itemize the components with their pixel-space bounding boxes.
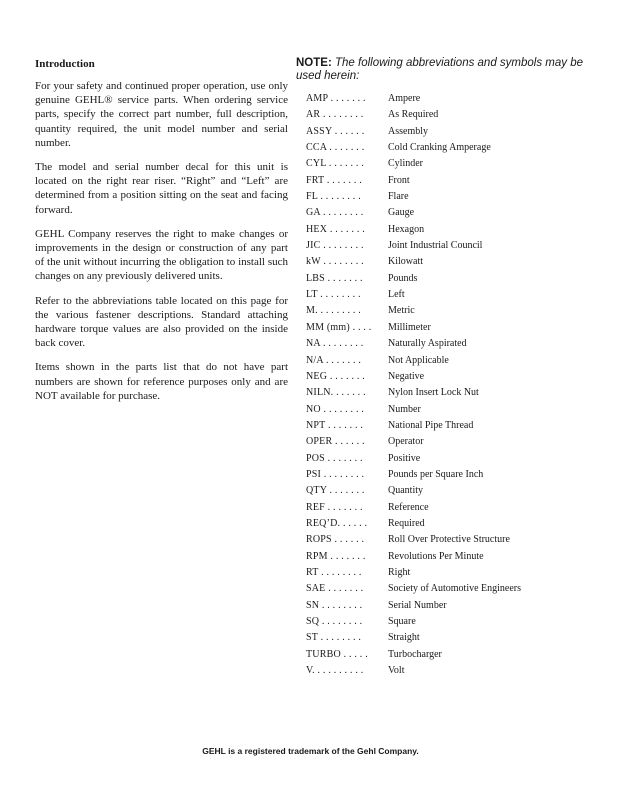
abbreviation-key: RPM . . . . . . . bbox=[306, 550, 366, 562]
abbreviation-row bbox=[306, 500, 596, 516]
abbreviation-definition: Serial Number bbox=[388, 599, 447, 611]
abbreviation-row bbox=[306, 532, 596, 548]
abbreviation-key: ROPS . . . . . . bbox=[306, 534, 365, 546]
abbreviation-key: AMP . . . . . . . bbox=[306, 93, 366, 104]
abbreviation-row bbox=[306, 205, 596, 221]
abbreviation-row bbox=[306, 516, 596, 532]
abbreviation-definition: Number bbox=[388, 403, 421, 415]
abbreviation-key: CYL . . . . . . . bbox=[306, 158, 365, 170]
abbreviation-row bbox=[306, 369, 596, 385]
abbreviation-row bbox=[306, 418, 596, 434]
abbreviation-key: FL . . . . . . . . bbox=[306, 191, 361, 203]
abbreviation-key: SQ . . . . . . . . bbox=[306, 616, 363, 627]
intro-paragraph-reference-items: Items shown in the parts list that do not have part numbers are shown for reference purposes only and are NOT available for purchase. bbox=[35, 361, 288, 402]
abbreviation-key: REQ’D. . . . . . bbox=[306, 517, 368, 529]
abbreviation-key: N/A . . . . . . . bbox=[306, 354, 362, 366]
abbreviation-definition: Turbocharger bbox=[388, 648, 442, 660]
abbreviation-definition: Right bbox=[388, 566, 411, 578]
abbreviation-definition: Assembly bbox=[388, 125, 428, 137]
abbreviation-key: HEX . . . . . . . bbox=[306, 223, 365, 235]
abbreviation-row bbox=[306, 287, 596, 303]
introduction-title: Introduction bbox=[35, 58, 95, 70]
abbreviation-row bbox=[306, 124, 596, 140]
abbreviation-key: LT . . . . . . . . bbox=[306, 289, 361, 301]
abbreviation-definition: Naturally Aspirated bbox=[388, 338, 467, 350]
abbreviation-definition: Positive bbox=[388, 452, 421, 464]
abbreviations-section bbox=[296, 57, 596, 679]
abbreviation-definition: Required bbox=[388, 517, 425, 529]
note-label: NOTE: bbox=[296, 57, 332, 69]
abbreviation-key: V. . . . . . . . . . bbox=[306, 665, 364, 677]
intro-paragraph-parts: For your safety and continued proper operation, use only genuine GEHL® service parts. When ordering service parts, specify the correct part number, full description, quantity required, the unit model number and serial number. bbox=[35, 80, 288, 149]
abbreviation-key: RT . . . . . . . . bbox=[306, 566, 362, 578]
abbreviation-key: SN . . . . . . . . bbox=[306, 599, 363, 611]
abbreviations-list bbox=[306, 91, 596, 679]
abbreviation-row bbox=[306, 385, 596, 401]
abbreviation-definition: Flare bbox=[388, 191, 409, 203]
trademark-footer: GEHL is a registered trademark of the Gehl Company. bbox=[202, 746, 419, 756]
abbreviation-key: AR . . . . . . . . bbox=[306, 109, 364, 121]
abbreviation-row bbox=[306, 254, 596, 270]
abbreviation-row bbox=[306, 549, 596, 565]
abbreviation-row bbox=[306, 434, 596, 450]
abbreviation-definition: Kilowatt bbox=[388, 256, 423, 268]
abbreviation-definition: Metric bbox=[388, 305, 415, 317]
abbreviation-definition: Society of Automotive Engineers bbox=[388, 583, 522, 595]
abbreviation-key: LBS . . . . . . . bbox=[306, 272, 363, 284]
introduction-section bbox=[35, 57, 288, 413]
abbreviation-definition: Not Applicable bbox=[388, 354, 449, 366]
abbreviation-key: NPT . . . . . . . bbox=[306, 419, 364, 431]
abbreviation-definition: Front bbox=[388, 174, 410, 186]
abbreviation-row bbox=[306, 189, 596, 205]
abbreviation-definition: Roll Over Protective Structure bbox=[388, 534, 510, 546]
abbreviation-row bbox=[306, 320, 596, 336]
abbreviation-key: SAE . . . . . . . bbox=[306, 583, 364, 595]
abbreviation-row bbox=[306, 614, 596, 630]
abbreviation-key: REF . . . . . . . bbox=[306, 501, 363, 513]
abbreviation-row bbox=[306, 402, 596, 418]
note-text: The following abbreviations and symbols may be used herein: bbox=[296, 57, 584, 82]
abbreviation-key: ASSY . . . . . . bbox=[306, 125, 365, 137]
abbreviation-row bbox=[306, 663, 596, 679]
abbreviation-row bbox=[306, 598, 596, 614]
abbreviation-definition: National Pipe Thread bbox=[388, 419, 474, 431]
abbreviation-definition: Hexagon bbox=[388, 223, 425, 235]
abbreviation-row bbox=[306, 451, 596, 467]
abbreviation-key: FRT . . . . . . . bbox=[306, 174, 362, 186]
abbreviation-key: OPER . . . . . . bbox=[306, 436, 365, 448]
intro-paragraph-changes: GEHL Company reserves the right to make changes or improvements in the design or construction of any part of the unit without incurring the obligation to install such changes on any previously delivered units. bbox=[35, 227, 288, 283]
abbreviation-row bbox=[306, 271, 596, 287]
abbreviation-definition: Straight bbox=[388, 632, 420, 644]
abbreviation-row bbox=[306, 483, 596, 499]
abbreviation-key: CCA . . . . . . . bbox=[306, 142, 365, 154]
abbreviation-key: QTY . . . . . . . bbox=[306, 485, 365, 497]
abbreviation-row bbox=[306, 565, 596, 581]
intro-paragraph-abbreviations: Refer to the abbreviations table located on this page for the various fastener descriptions. Standard attaching hardware torque values are also provided on the inside back cover. bbox=[35, 294, 288, 350]
abbreviation-definition: As Required bbox=[388, 109, 439, 121]
abbreviation-definition: Ampere bbox=[388, 93, 421, 104]
abbreviation-row bbox=[306, 467, 596, 483]
abbreviation-row bbox=[306, 222, 596, 238]
intro-paragraph-serial-decal: The model and serial number decal for this unit is located on the right rear riser. “Right” and “Left” are determined from a position sitting on the seat and facing forward. bbox=[35, 161, 288, 216]
abbreviation-definition: Pounds bbox=[388, 272, 418, 284]
abbreviation-row bbox=[306, 156, 596, 172]
note-heading bbox=[296, 57, 596, 83]
abbreviation-definition: Cold Cranking Amperage bbox=[388, 142, 491, 154]
abbreviation-key: NILN. . . . . . . bbox=[306, 387, 366, 399]
abbreviation-row bbox=[306, 647, 596, 663]
abbreviation-key: JIC . . . . . . . . bbox=[306, 240, 364, 252]
abbreviation-key: NO . . . . . . . . bbox=[306, 403, 365, 415]
abbreviation-definition: Operator bbox=[388, 436, 424, 448]
abbreviation-definition: Nylon Insert Lock Nut bbox=[388, 387, 479, 399]
abbreviation-row bbox=[306, 107, 596, 123]
abbreviation-definition: Negative bbox=[388, 370, 425, 382]
abbreviation-definition: Joint Industrial Council bbox=[388, 240, 483, 252]
abbreviation-key: kW . . . . . . . . bbox=[306, 256, 364, 268]
abbreviation-definition: Millimeter bbox=[388, 321, 431, 333]
abbreviation-row bbox=[306, 140, 596, 156]
abbreviation-row bbox=[306, 238, 596, 254]
abbreviation-key: M. . . . . . . . . bbox=[306, 305, 361, 317]
abbreviation-definition: Square bbox=[388, 616, 416, 627]
abbreviation-definition: Reference bbox=[388, 501, 429, 513]
abbreviation-key: GA . . . . . . . . bbox=[306, 207, 364, 219]
abbreviation-key: ST . . . . . . . . bbox=[306, 632, 362, 644]
abbreviation-key: NA . . . . . . . . bbox=[306, 338, 364, 350]
abbreviation-row bbox=[306, 353, 596, 369]
abbreviation-definition: Left bbox=[388, 289, 405, 301]
abbreviation-definition: Revolutions Per Minute bbox=[388, 550, 484, 562]
abbreviation-definition: Pounds per Square Inch bbox=[388, 468, 484, 480]
abbreviation-key: MM (mm) . . . . bbox=[306, 321, 372, 333]
abbreviation-definition: Volt bbox=[388, 665, 405, 677]
abbreviation-key: PSI . . . . . . . . bbox=[306, 468, 365, 480]
abbreviation-key: NEG . . . . . . . bbox=[306, 370, 365, 382]
abbreviation-definition: Cylinder bbox=[388, 158, 423, 170]
abbreviation-key: TURBO . . . . . bbox=[306, 648, 368, 660]
abbreviation-key: POS . . . . . . . bbox=[306, 452, 363, 464]
abbreviation-row bbox=[306, 91, 596, 107]
abbreviation-row bbox=[306, 303, 596, 319]
abbreviation-row bbox=[306, 336, 596, 352]
abbreviation-row bbox=[306, 173, 596, 189]
abbreviation-row bbox=[306, 581, 596, 597]
abbreviation-definition: Quantity bbox=[388, 485, 423, 497]
abbreviation-definition: Gauge bbox=[388, 207, 415, 219]
abbreviation-row bbox=[306, 630, 596, 646]
